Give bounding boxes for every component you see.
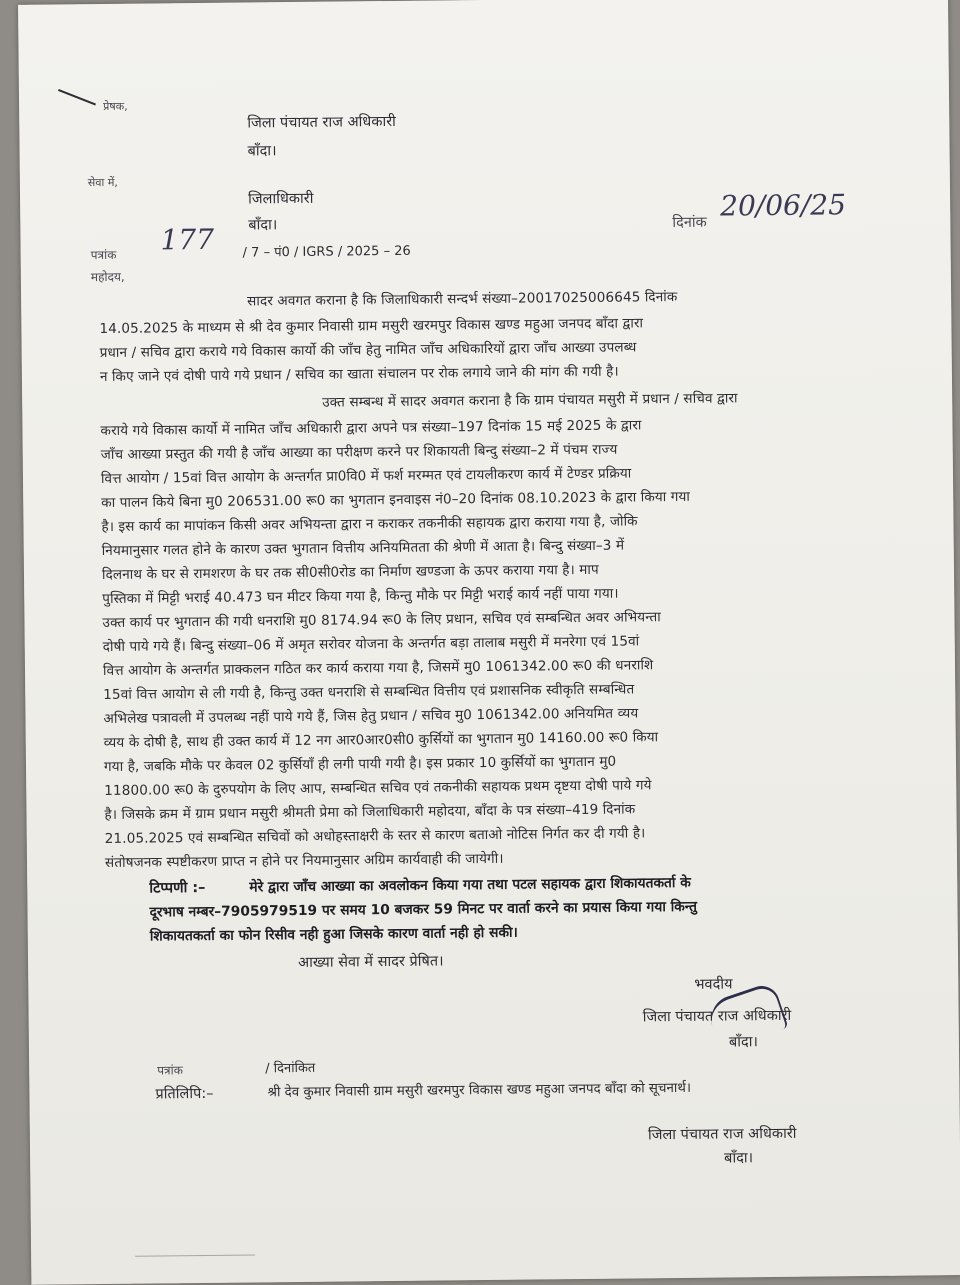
body-line: उक्त सम्बन्ध में सादर अवगत कराना है कि ग्राम पंचायत मसुरी में प्रधान / सचिव द्वारा: [322, 390, 738, 411]
body-line: नियमानुसार गलत होने के कारण उक्त भुगतान वित्तीय अनियमितता की श्रेणी में आता है। बिन्दु संख्या–3 में: [101, 537, 625, 560]
date-label: दिनांक: [672, 214, 707, 232]
recipient-title: जिलाधिकारी: [247, 190, 314, 208]
date-handwritten: 20/06/25: [719, 188, 847, 223]
signatory-title: जिला पंचायत राज अधिकारी: [642, 1007, 792, 1026]
body-line: गया है, जबकि मौके पर केवल 02 कुर्सियाँ ही लगी पायी गयी है। इस प्रकार 10 कुर्सियों का भुगतान मु0: [103, 753, 617, 776]
letter-sheet: [18, 0, 960, 1285]
copy-text: श्री देव कुमार निवासी ग्राम मसुरी खरमपुर विकास खण्ड महुआ जनपद बाँदा को सूचनार्थ।: [267, 1080, 692, 1101]
body-line: प्रधान / सचिव द्वारा कराये गये विकास कार्यो की जाँच हेतु नामित जाँच अधिकारियों द्वारा जाँच आख्या उपलब्ध: [99, 339, 637, 362]
letter-no-handwritten: 177: [160, 222, 215, 257]
salutation: महोदय,: [90, 269, 125, 285]
body-line: कराये गये विकास कार्यो में नामित जाँच अधिकारी द्वारा अपने पत्र संख्या–197 दिनांक 15 मई 2025 के द्वारा: [100, 417, 642, 440]
footer-ref-label: पत्रांक: [157, 1063, 184, 1078]
body-line: सादर अवगत कराना है कि जिलाधिकारी सन्दर्भ संख्या–20017025006645 दिनांक: [247, 288, 678, 310]
body-line: पुस्तिका में मिट्टी भराई 40.473 घन मीटर किया गया है, किन्तु मौके पर मिट्टी भराई कार्य नहीं पाया गया।: [102, 585, 619, 608]
letter-no-label: पत्रांक: [90, 247, 117, 263]
body-line: दिलनाथ के घर से रामशरण के घर तक सी0सी0रोड का निर्माण खण्डजा के ऊपर कराया गया है। माप: [101, 561, 599, 584]
signatory-place: बाँदा।: [728, 1034, 759, 1051]
body-line: व्यय के दोषी है, साथ ही उक्त कार्य में 12 नग आर0आर0सी0 कुर्सियों का भुगतान मु0 14160.00 रू0 किया: [103, 729, 659, 752]
sender-title: जिला पंचायत राज अधिकारी: [247, 113, 396, 132]
body-line: है। इस कार्य का मापांकन किसी अवर अभियन्ता द्वारा न कराकर तकनीकी सहायक द्वारा कराया गया है, जोकि: [101, 513, 638, 536]
body-line: 21.05.2025 एवं सम्बन्धित सचिवों को अधोहस्ताक्षरी के स्तर से कारण बताओ नोटिस निर्गत कर दी गयी है।: [104, 825, 646, 848]
body-line: का पालन किये बिना मु0 206531.00 रू0 का भुगतान इनवाइस नं0–20 दिनांक 08.10.2023 के द्वारा किया गया: [101, 488, 691, 512]
body-line: 14.05.2025 के माध्यम से श्री देव कुमार निवासी ग्राम मसुरी खरमपुर विकास खण्ड महुआ जनपद बाँदा द्वारा: [99, 315, 644, 338]
closing-yours: भवदीय: [694, 976, 733, 993]
remark-line: मेरे द्वारा जाँच आख्या का अवलोकन किया गया तथा पटल सहायक द्वारा शिकायतकर्ता के: [249, 874, 691, 896]
body-line: न किए जाने एवं दोषी पाये गये प्रधान / सचिव का खाता संचालन पर रोक लगाये जाने की मांग की गयी है।: [99, 363, 619, 386]
body-line: संतोषजनक स्पष्टीकरण प्राप्त न होने पर नियमानुसार अग्रिम कार्यवाही की जायेगी।: [104, 850, 504, 872]
page-edge-mark: [135, 1254, 255, 1256]
body-line: उक्त कार्य पर भुगतान की गयी धनराशि मु0 8174.94 रू0 के लिए प्रधान, सचिव एवं सम्बन्धित अवर अभियन्ता: [102, 609, 661, 632]
to-label: सेवा में,: [87, 175, 118, 190]
body-line: जाँच आख्या प्रस्तुत की गयी है जाँच आख्या का परीक्षण करने पर शिकायती बिन्दु संख्या–2 में पंचम राज्य: [100, 441, 618, 464]
body-line: अभिलेख पत्रावली में उपलब्ध नहीं पाये गये हैं, जिस हेतु प्रधान / सचिव मु0 1061342.00 अनियमित व्यय: [103, 705, 639, 728]
footer-signatory-place: बाँदा।: [724, 1150, 754, 1167]
remark-line: दूरभाष नम्बर–7905979519 पर समय 10 बजकर 59 मिनट पर वार्ता करने का प्रयास किया गया किन्तु: [149, 898, 698, 921]
remark-line: शिकायतकर्ता का फोन रिसीव नही हुआ जिसके कारण वार्ता नही हो सकी।: [149, 924, 518, 945]
letter-reference: / 7 – पं0 / IGRS / 2025 – 26: [242, 243, 411, 261]
forward-note: आख्या सेवा में सादर प्रेषित।: [297, 953, 444, 971]
footer-ref-dated: / दिनांकित: [265, 1060, 316, 1077]
body-line: दोषी पाये गये हैं। बिन्दु संख्या–06 में अमृत सरोवर योजना के अन्तर्गत बड़ा तालाब मसुरी में मनरेगा एवं 15वां: [102, 633, 640, 656]
copy-label: प्रतिलिपि:–: [155, 1085, 214, 1103]
body-line: है। जिसके क्रम में ग्राम प्रधान मसुरी श्रीमती प्रेमा को जिलाधिकारी महोदया, बाँदा के पत्र संख्या–419 दिनांक: [104, 801, 636, 824]
body-line: 15वां वित्त आयोग से ली गयी है, किन्तु उक्त धनराशि से सम्बन्धित वित्तीय एवं प्रशासनिक स्वीकृति सम्बन्धित: [103, 681, 635, 704]
sender-place: बाँदा।: [247, 143, 277, 160]
recipient-place: बाँदा।: [248, 217, 278, 234]
body-line: 11800.00 रू0 के दुरुपयोग के लिए आप, सम्बन्धित सचिव एवं तकनीकी सहायक प्रथम दृष्टया दोषी पाये गये: [104, 777, 652, 800]
body-line: वित्त आयोग के अन्तर्गत प्राक्कलन गठित कर कार्य कराया गया है, जिसमें मु0 1061342.00 रू0 की धनराशि: [102, 657, 654, 680]
footer-signatory-title: जिला पंचायत राज अधिकारी: [647, 1125, 797, 1144]
from-label: प्रेषक,: [103, 99, 128, 113]
remark-label: टिप्पणी :–: [149, 879, 206, 897]
pen-stroke: [58, 89, 96, 105]
body-line: वित्त आयोग / 15वां वित्त आयोग के अन्तर्गत प्रा0वि0 में फर्श मरम्मत एवं टायलीकरण कार्य में टेण्डर प्रक्रिया: [100, 465, 632, 488]
